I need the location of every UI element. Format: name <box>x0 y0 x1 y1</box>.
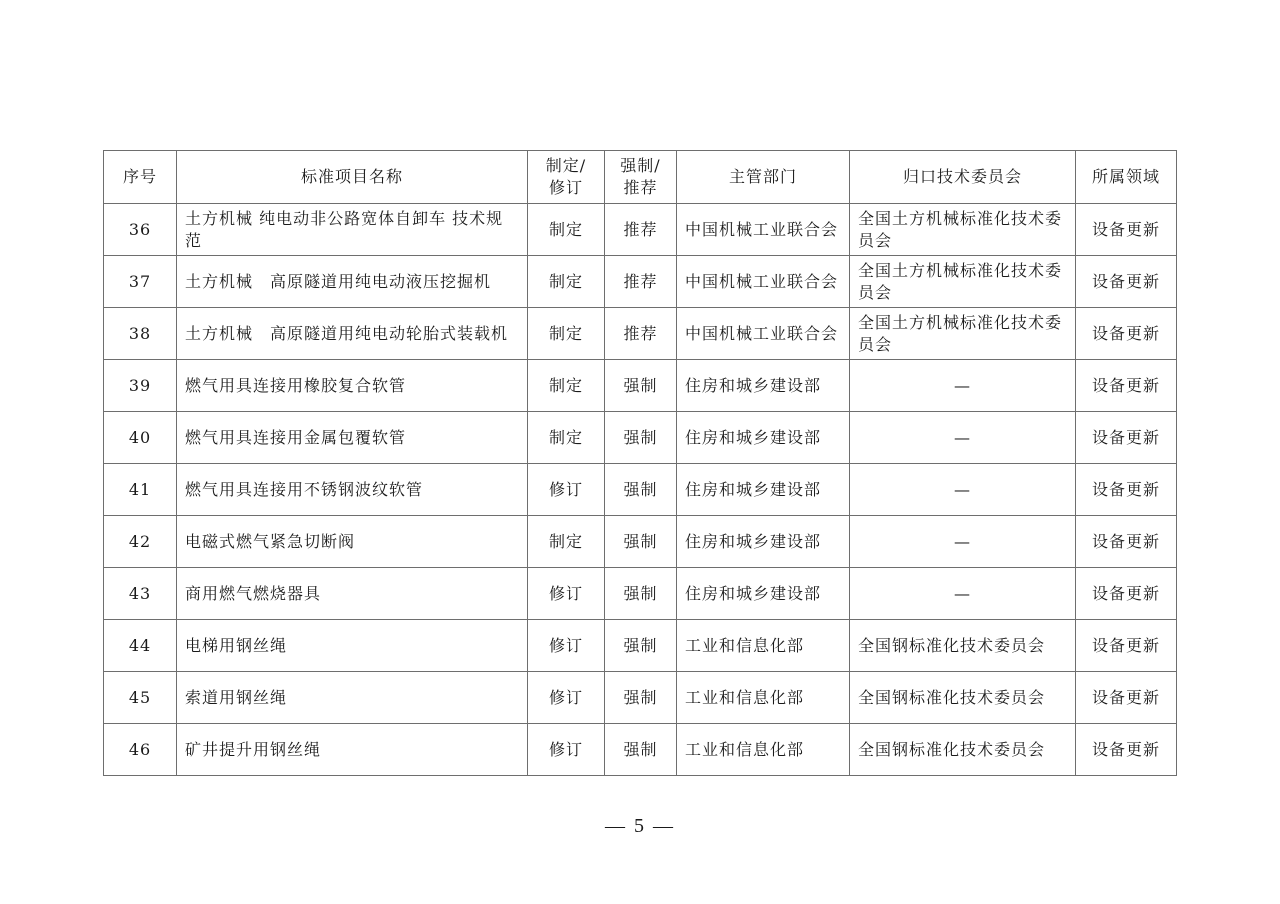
row-domain: 设备更新 <box>1076 516 1177 568</box>
table-row <box>104 724 1177 776</box>
row-tc: — <box>850 568 1076 620</box>
table-row <box>104 672 1177 724</box>
row-name: 土方机械 纯电动非公路宽体自卸车 技术规范 <box>177 204 528 256</box>
row-tc: — <box>850 516 1076 568</box>
row-force: 强制 <box>605 568 677 620</box>
row-type: 制定 <box>528 308 605 360</box>
row-no: 43 <box>104 568 177 620</box>
row-name: 燃气用具连接用橡胶复合软管 <box>177 360 528 412</box>
row-domain: 设备更新 <box>1076 620 1177 672</box>
row-no: 39 <box>104 360 177 412</box>
row-force: 推荐 <box>605 308 677 360</box>
row-dept: 中国机械工业联合会 <box>677 308 850 360</box>
row-dept: 中国机械工业联合会 <box>677 256 850 308</box>
table-row <box>104 360 1177 412</box>
row-no: 42 <box>104 516 177 568</box>
table-row <box>104 620 1177 672</box>
row-tc: — <box>850 360 1076 412</box>
row-tc: 全国土方机械标准化技术委员会 <box>850 256 1076 308</box>
row-no: 45 <box>104 672 177 724</box>
row-dept: 住房和城乡建设部 <box>677 360 850 412</box>
header-tc: 归口技术委员会 <box>850 151 1076 204</box>
row-no: 36 <box>104 204 177 256</box>
row-type: 制定 <box>528 360 605 412</box>
row-name: 燃气用具连接用金属包覆软管 <box>177 412 528 464</box>
table-row <box>104 204 1177 256</box>
page-number: — 5 — <box>605 815 675 837</box>
row-name: 燃气用具连接用不锈钢波纹软管 <box>177 464 528 516</box>
header-type <box>528 151 605 204</box>
row-force: 强制 <box>605 360 677 412</box>
row-type: 修订 <box>528 672 605 724</box>
row-type: 制定 <box>528 204 605 256</box>
row-tc: 全国钢标准化技术委员会 <box>850 672 1076 724</box>
header-force <box>605 151 677 204</box>
table-row <box>104 256 1177 308</box>
table-row <box>104 308 1177 360</box>
row-domain: 设备更新 <box>1076 412 1177 464</box>
row-force: 强制 <box>605 464 677 516</box>
row-name: 矿井提升用钢丝绳 <box>177 724 528 776</box>
header-domain: 所属领域 <box>1076 151 1177 204</box>
row-force: 强制 <box>605 620 677 672</box>
row-force: 推荐 <box>605 204 677 256</box>
table-row <box>104 412 1177 464</box>
row-name: 电磁式燃气紧急切断阀 <box>177 516 528 568</box>
row-type: 修订 <box>528 568 605 620</box>
row-no: 38 <box>104 308 177 360</box>
row-tc: 全国土方机械标准化技术委员会 <box>850 204 1076 256</box>
row-force: 强制 <box>605 724 677 776</box>
table-row <box>104 568 1177 620</box>
row-domain: 设备更新 <box>1076 360 1177 412</box>
row-dept: 住房和城乡建设部 <box>677 516 850 568</box>
row-tc: 全国土方机械标准化技术委员会 <box>850 308 1076 360</box>
row-no: 40 <box>104 412 177 464</box>
row-type: 制定 <box>528 256 605 308</box>
row-tc: — <box>850 464 1076 516</box>
row-type: 修订 <box>528 724 605 776</box>
header-dept: 主管部门 <box>677 151 850 204</box>
row-dept: 住房和城乡建设部 <box>677 568 850 620</box>
row-tc: 全国钢标准化技术委员会 <box>850 724 1076 776</box>
row-domain: 设备更新 <box>1076 724 1177 776</box>
table-row <box>104 516 1177 568</box>
standards-table <box>103 150 1177 776</box>
header-type-label: 制定/修订 <box>545 156 587 197</box>
row-domain: 设备更新 <box>1076 204 1177 256</box>
row-domain: 设备更新 <box>1076 464 1177 516</box>
table-row <box>104 464 1177 516</box>
row-domain: 设备更新 <box>1076 256 1177 308</box>
row-domain: 设备更新 <box>1076 568 1177 620</box>
row-dept: 工业和信息化部 <box>677 620 850 672</box>
row-no: 44 <box>104 620 177 672</box>
row-tc: — <box>850 412 1076 464</box>
row-name: 土方机械 高原隧道用纯电动轮胎式装载机 <box>177 308 528 360</box>
row-no: 41 <box>104 464 177 516</box>
row-dept: 住房和城乡建设部 <box>677 464 850 516</box>
row-force: 推荐 <box>605 256 677 308</box>
row-name: 土方机械 高原隧道用纯电动液压挖掘机 <box>177 256 528 308</box>
row-dept: 工业和信息化部 <box>677 672 850 724</box>
row-no: 37 <box>104 256 177 308</box>
row-dept: 住房和城乡建设部 <box>677 412 850 464</box>
row-type: 制定 <box>528 516 605 568</box>
row-dept: 中国机械工业联合会 <box>677 204 850 256</box>
row-type: 制定 <box>528 412 605 464</box>
header-no: 序号 <box>104 151 177 204</box>
row-name: 商用燃气燃烧器具 <box>177 568 528 620</box>
row-domain: 设备更新 <box>1076 672 1177 724</box>
row-tc: 全国钢标准化技术委员会 <box>850 620 1076 672</box>
row-force: 强制 <box>605 516 677 568</box>
header-name: 标准项目名称 <box>177 151 528 204</box>
row-name: 电梯用钢丝绳 <box>177 620 528 672</box>
row-dept: 工业和信息化部 <box>677 724 850 776</box>
table-header-row <box>104 151 1177 204</box>
row-no: 46 <box>104 724 177 776</box>
row-type: 修订 <box>528 620 605 672</box>
row-type: 修订 <box>528 464 605 516</box>
row-force: 强制 <box>605 672 677 724</box>
row-domain: 设备更新 <box>1076 308 1177 360</box>
row-force: 强制 <box>605 412 677 464</box>
header-force-label: 强制/推荐 <box>620 156 661 197</box>
row-name: 索道用钢丝绳 <box>177 672 528 724</box>
